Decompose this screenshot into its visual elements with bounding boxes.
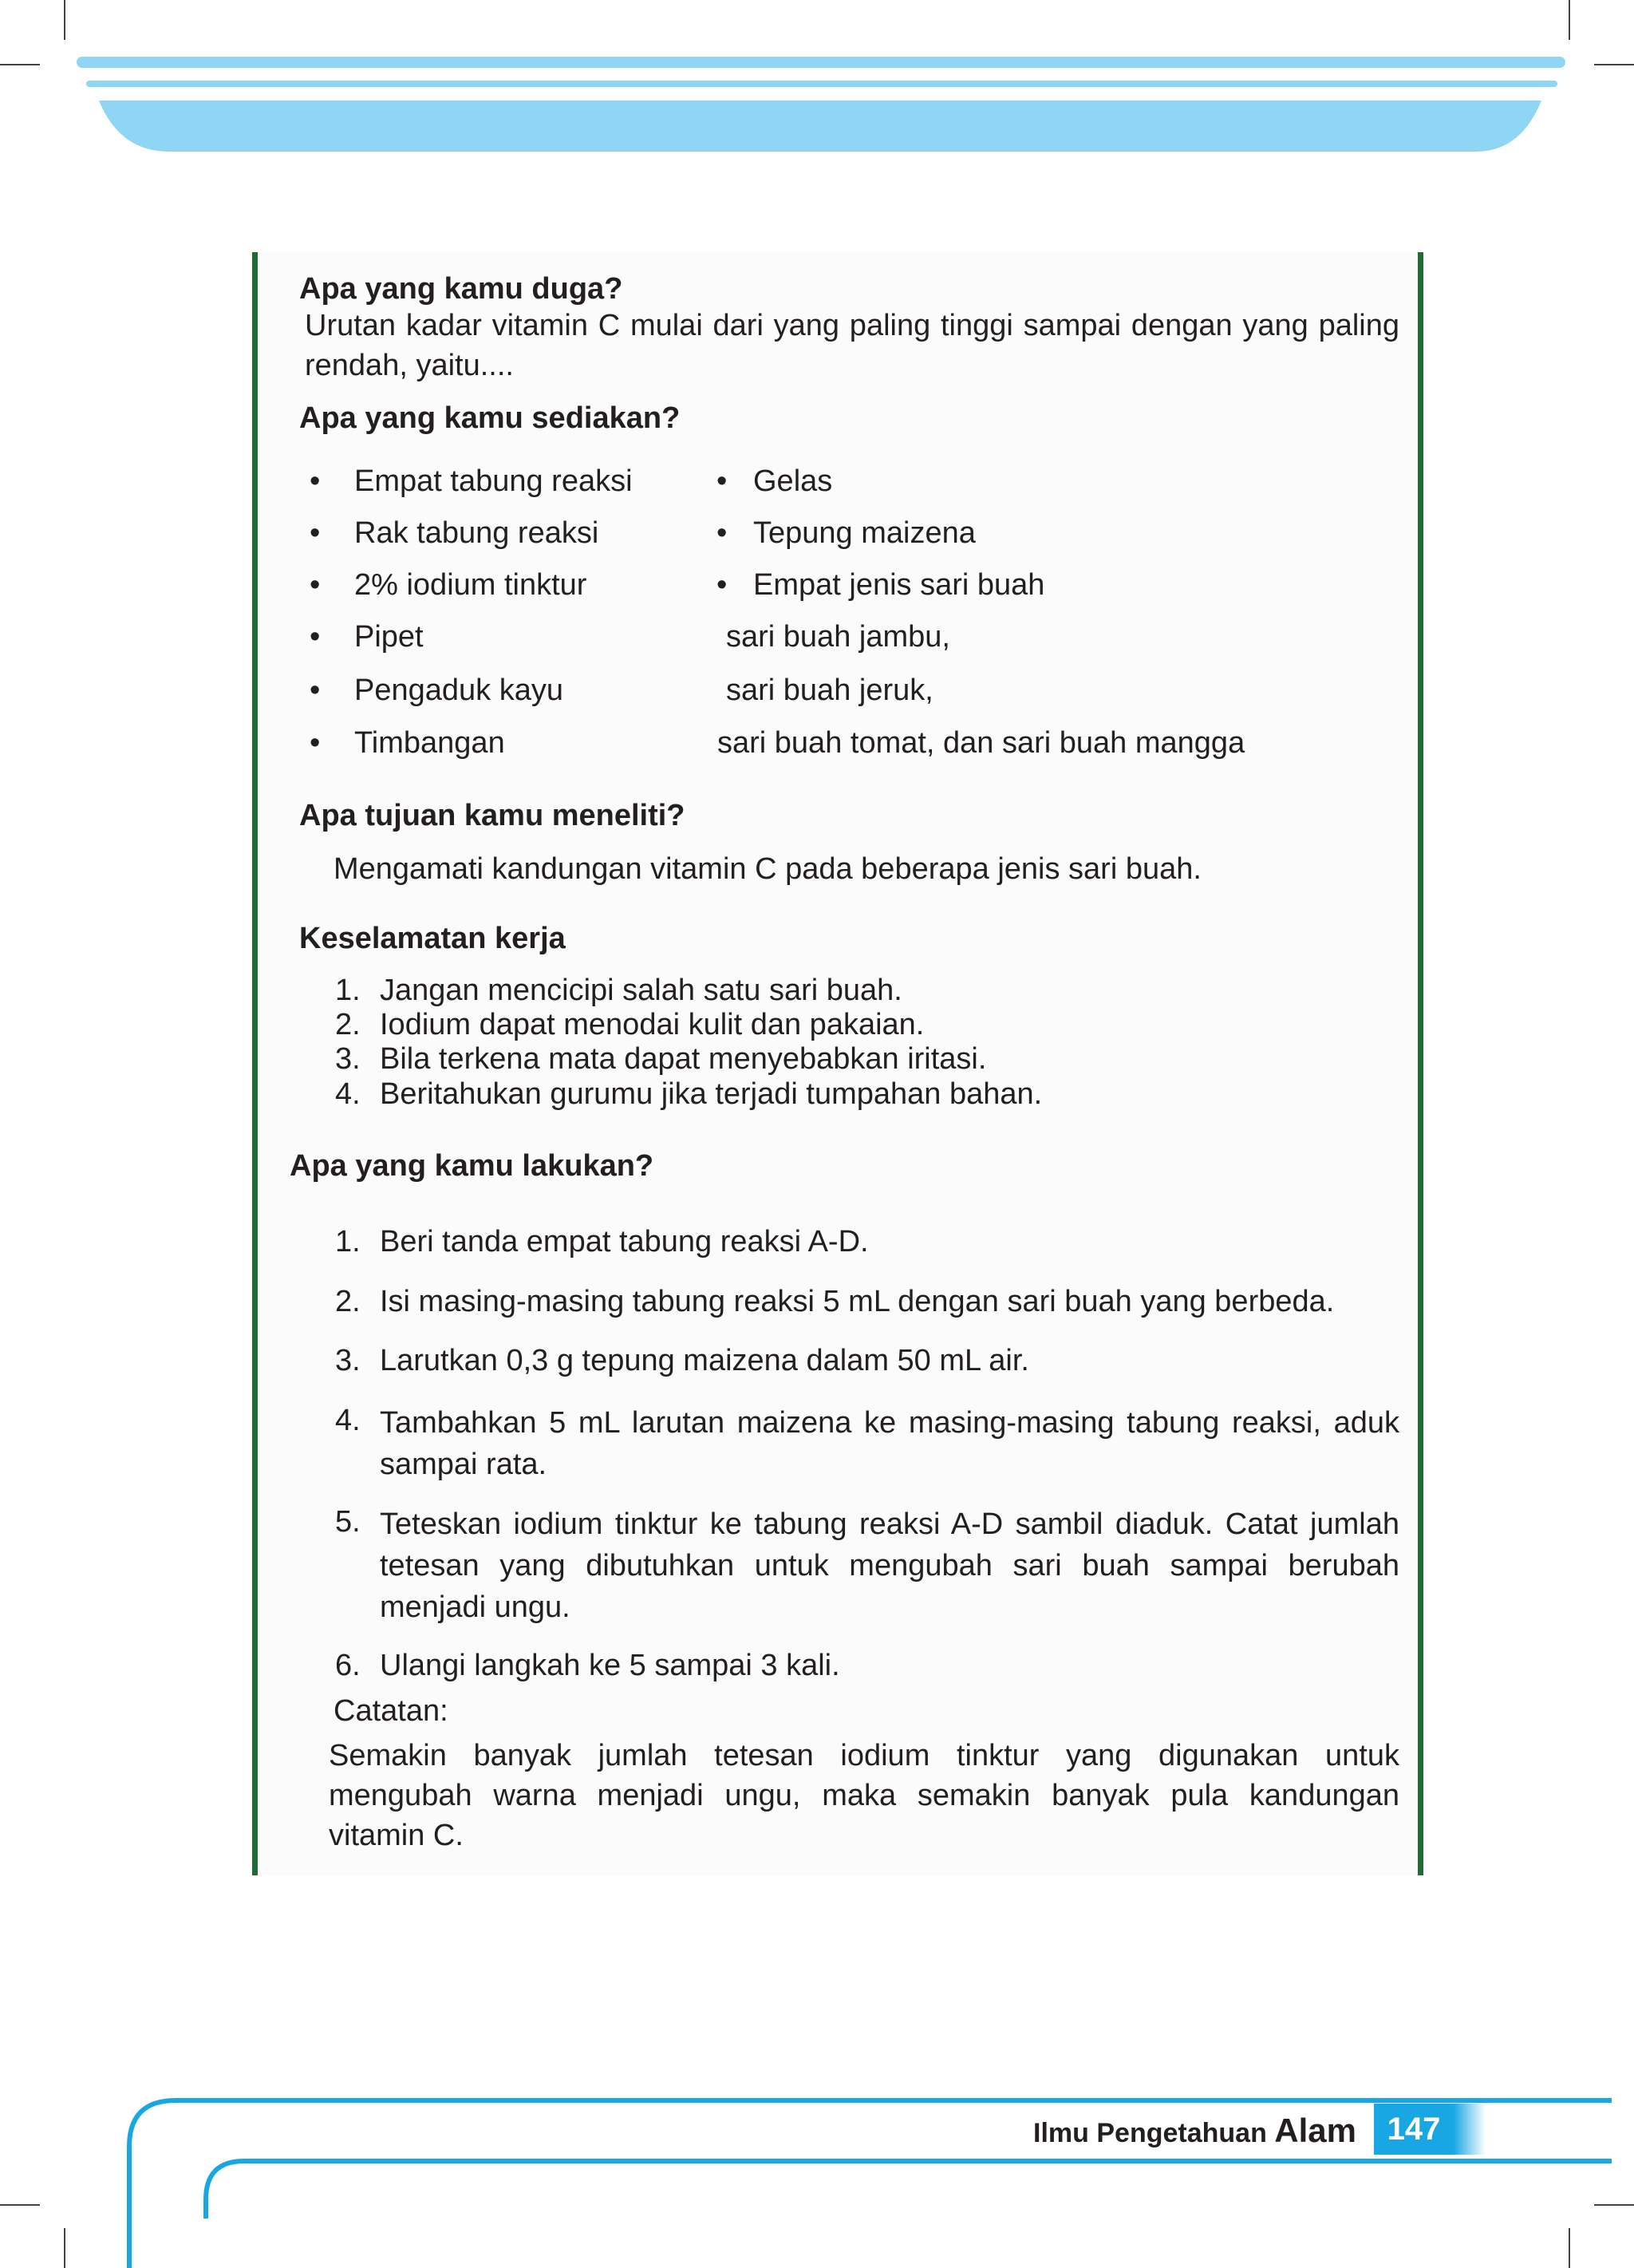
book-title [1033,2112,1356,2151]
safety-heading: Keselamatan kerja [299,922,566,955]
hypothesis-text: Urutan kadar vitamin C mulai dari yang paling tinggi sampai dengan yang paling rendah, yaitu.... [305,309,1399,382]
list-number: 2. [335,1008,361,1041]
safety-item: Beritahukan gurumu jika terjadi tumpahan bahan. [380,1077,1043,1111]
list-number: 1. [335,1225,361,1258]
juice-item: sari buah jambu, [726,620,950,654]
list-number: 2. [335,1285,361,1318]
safety-item: Bila terkena mata dapat menyebabkan iritasi. [380,1042,987,1076]
goal-heading: Apa tujuan kamu meneliti? [299,799,685,832]
page-number-fade [1454,2104,1486,2155]
procedure-step: Tambahkan 5 mL larutan maizena ke masing-masing tabung reaksi, aduk sampai rata. [380,1406,1399,1481]
list-number: 4. [335,1077,361,1111]
material-item: 2% iodium tinktur [354,568,587,602]
left-green-rule [252,252,258,1875]
material-item: Rak tabung reaksi [354,516,599,550]
material-item: Empat jenis sari buah [753,568,1045,602]
bullet: • [310,464,321,498]
material-item: Timbangan [354,726,505,760]
list-number: 3. [335,1344,361,1377]
list-number: 1. [335,974,361,1007]
materials-heading: Apa yang kamu sediakan? [299,401,681,435]
juice-item: sari buah jeruk, [726,674,933,707]
material-item: Pipet [354,620,424,654]
bullet: • [310,516,321,550]
material-item: Pengaduk kayu [354,674,563,707]
bullet: • [716,516,728,550]
material-item: Empat tabung reaksi [354,464,633,498]
material-item: Tepung maizena [753,516,976,550]
page-number: 147 [1387,2112,1441,2147]
note-text: Semakin banyak jumlah tetesan iodium tinktur yang digunakan untuk mengubah warna menjadi ungu, maka semakin banyak pula kandungan vitamin C. [329,1739,1399,1852]
material-item: Gelas [753,464,833,498]
procedure-step: Isi masing-masing tabung reaksi 5 mL dengan sari buah yang berbeda. [380,1285,1335,1318]
safety-item: Jangan mencicipi salah satu sari buah. [380,974,902,1007]
book-title-prefix: Ilmu Pengetahuan [1033,2118,1267,2148]
book-title-suffix: Alam [1274,2112,1356,2149]
bullet: • [716,568,728,602]
procedure-step: Ulangi langkah ke 5 sampai 3 kali. [380,1649,840,1682]
goal-text: Mengamati kandungan vitamin C pada beberapa jenis sari buah. [334,852,1202,886]
procedure-heading: Apa yang kamu lakukan? [290,1149,654,1183]
bullet: • [310,620,321,654]
right-green-rule [1418,252,1423,1875]
hypothesis-heading: Apa yang kamu duga? [299,272,623,306]
list-number: 3. [335,1042,361,1076]
procedure-step: Larutkan 0,3 g tepung maizena dalam 50 mL air. [380,1344,1029,1377]
safety-item: Iodium dapat menodai kulit dan pakaian. [380,1008,925,1041]
note-label: Catatan: [334,1694,448,1728]
procedure-step: Teteskan iodium tinktur ke tabung reaksi A-D sambil diaduk. Catat jumlah tetesan yang dibutuhkan untuk mengubah sari buah sampai berubah menjadi ungu. [380,1507,1399,1624]
procedure-step: Beri tanda empat tabung reaksi A-D. [380,1225,869,1258]
bullet: • [310,568,321,602]
juice-item: sari buah tomat, dan sari buah mangga [717,726,1245,760]
list-number: 5. [335,1505,361,1539]
list-number: 4. [335,1404,361,1437]
bullet: • [716,464,728,498]
bullet: • [310,674,321,707]
bullet: • [310,726,321,760]
list-number: 6. [335,1649,361,1682]
header-band [0,0,1634,160]
